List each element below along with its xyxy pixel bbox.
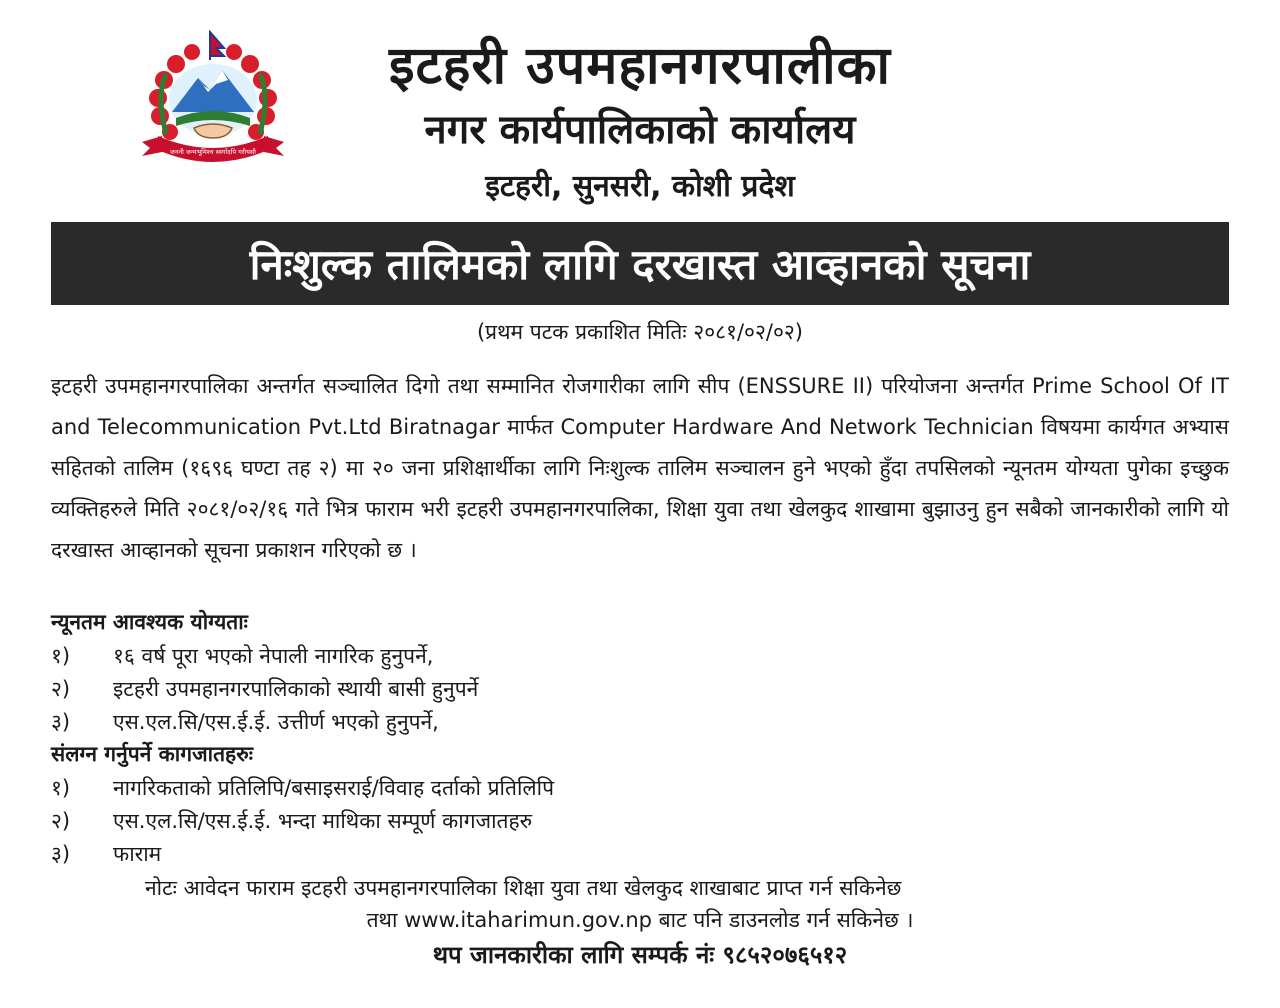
note-line-1: नोटः आवेदन फाराम इटहरी उपमहानगरपालिका शिक्षा युवा तथा खेलकुद शाखाबाट प्राप्त गर्न सकिनेछ xyxy=(145,876,902,900)
qualifications-list xyxy=(51,640,1151,739)
item-text: इटहरी उपमहानगरपालिकाको स्थायी बासी हुनुपर्ने xyxy=(113,677,479,701)
contact-info: थप जानकारीका लागि सम्पर्क नंः ९८५२०७६५१२ xyxy=(432,941,848,969)
notice-paragraph: इटहरी उपमहानगरपालिका अन्तर्गत सञ्चालित दिगो तथा सम्मानित रोजगारीका लागि सीप (ENSSURE II) परियोजना अन्तर्गत Prime School Of IT and Telecommunication Pvt.Ltd Biratnagar मार्फत Computer Hardware And Network Technician विषयमा कार्यगत अभ्यास सहितको तालिम (१६९६ घण्टा तह २) मा २० जना प्रशिक्षार्थीका लागि निःशुल्क तालिम सञ्चालन हुने भएको हुँदा तपसिलको न्यूनतम योग्यता पुगेका इच्छुक व्यक्तिहरुले मिति २०८१/०२/१६ गते भित्र फाराम भरी इटहरी उपमहानगरपालिका, शिक्षा युवा तथा खेलकुद शाखामा बुझाउनु हुन सबैको जानकारीको लागि यो दरखास्त आव्हानको सूचना प्रकाशन गरिएको छ । xyxy=(51,374,1229,562)
item-text: एस.एल.सि/एस.ई.ई. उत्तीर्ण भएको हुनुपर्ने, xyxy=(113,710,439,734)
website-link[interactable]: www.itaharimun.gov.np xyxy=(404,908,652,932)
nepal-flag-icon xyxy=(210,32,224,60)
list-item xyxy=(51,673,1151,706)
municipality-name: इटहरी उपमहानगरपालीका xyxy=(389,36,891,96)
documents-heading: संलग्न गर्नुपर्ने कागजातहरुः xyxy=(51,742,254,766)
documents-list xyxy=(51,772,1151,871)
item-number: २) xyxy=(51,809,71,833)
list-item xyxy=(51,640,1151,673)
qualifications-heading: न्यूनतम आवश्यक योग्यताः xyxy=(51,610,248,634)
item-number: ३) xyxy=(51,842,71,866)
item-number: १) xyxy=(51,644,71,668)
list-item xyxy=(51,706,1151,739)
note-prefix: तथा xyxy=(366,908,405,932)
item-text: नागरिकताको प्रतिलिपि/बसाइसराई/विवाह दर्ताको प्रतिलिपि xyxy=(113,776,555,800)
publication-date: (प्रथम पटक प्रकाशित मितिः २०८१/०२/०२) xyxy=(476,320,803,344)
notice-title-banner xyxy=(51,222,1229,305)
office-address: इटहरी, सुनसरी, कोशी प्रदेश xyxy=(485,169,795,204)
item-text: एस.एल.सि/एस.ई.ई. भन्दा माथिका सम्पूर्ण कागजातहरु xyxy=(113,809,533,833)
list-item xyxy=(51,805,1151,838)
ribbon-banner-icon xyxy=(142,136,284,162)
item-number: ३) xyxy=(51,710,71,734)
item-text: १६ वर्ष पूरा भएको नेपाली नागरिक हुनुपर्ने, xyxy=(113,644,434,668)
notice-title: निःशुल्क तालिमको लागि दरखास्त आव्हानको सूचना xyxy=(249,240,1031,289)
nepal-emblem-icon xyxy=(136,30,290,170)
item-number: २) xyxy=(51,677,71,701)
list-item xyxy=(51,772,1151,805)
item-text: फाराम xyxy=(113,842,162,866)
handshake-icon xyxy=(194,124,232,138)
item-number: १) xyxy=(51,776,71,800)
note-line-2 xyxy=(0,906,1280,934)
emblem-motto: जननी जन्मभूमिश्च स्वर्गादपि गरीयसी xyxy=(170,148,256,156)
office-name: नगर कार्यपालिकाको कार्यालय xyxy=(424,107,856,153)
list-item xyxy=(51,838,1151,871)
note-suffix: बाट पनि डाउनलोड गर्न सकिनेछ । xyxy=(652,908,914,932)
